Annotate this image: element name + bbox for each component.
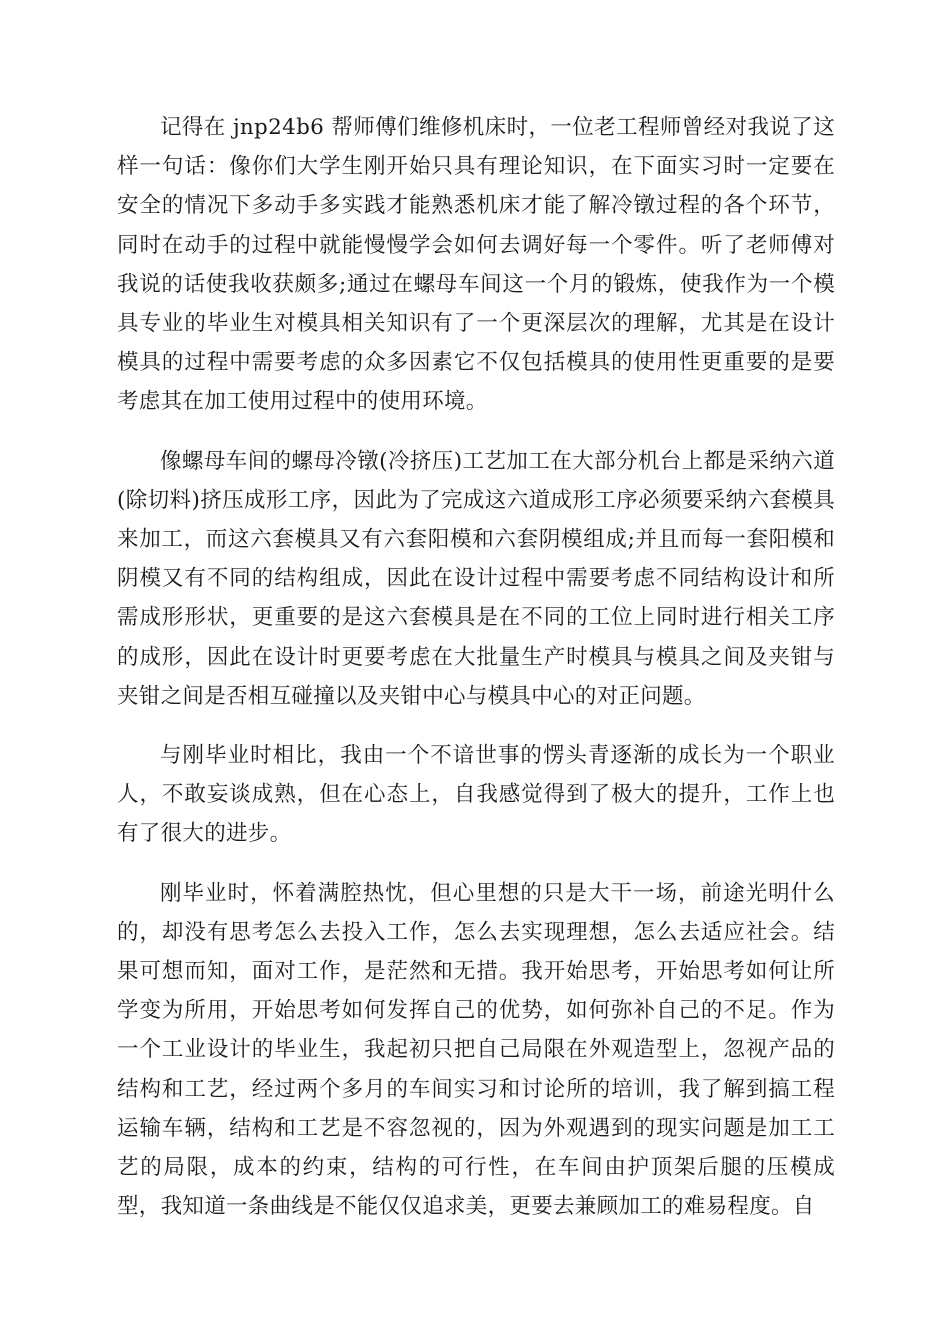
- paragraph-1: 记得在 jnp24b6 帮师傅们维修机床时，一位老工程师曾经对我说了这样一句话：像你们大学生刚开始只具有理论知识，在下面实习时一定要在安全的情况下多动手多实践才能熟悉机床才能了解冷镦过程的各个环节，同时在动手的过程中就能慢慢学会如何去调好每一个零件。听了老师傅对我说的话使我收获颇多;通过在螺母车间这一个月的锻炼，使我作为一个模具专业的毕业生对模具相关知识有了一个更深层次的理解，尤其是在设计模具的过程中需要考虑的众多因素它不仅包括模具的使用性更重要的是要考虑其在加工使用过程中的使用环境。: [117, 115, 835, 415]
- paragraph-2: 像螺母车间的螺母冷镦(冷挤压)工艺加工在大部分机台上都是采纳六道(除切料)挤压成形工序，因此为了完成这六道成形工序必须要采纳六套模具来加工，而这六套模具又有六套阳模和六套阴模组成;并且而每一套阳模和阴模又有不同的结构组成，因此在设计过程中需要考虑不同结构设计和所需成形形状，更重要的是这六套模具是在不同的工位上同时进行相关工序的成形，因此在设计时更要考虑在大批量生产时模具与模具之间及夹钳与夹钳之间是否相互碰撞以及夹钳中心与模具中心的对正问题。: [117, 448, 835, 709]
- paragraph-4: 刚毕业时，怀着满腔热忱，但心里想的只是大干一场，前途光明什么的，却没有思考怎么去投入工作，怎么去实现理想，怎么去适应社会。结果可想而知，面对工作，是茫然和无措。我开始思考，开始思考如何让所学变为所用，开始思考如何发挥自己的优势，如何弥补自己的不足。作为一个工业设计的毕业生，我起初只把自己局限在外观造型上，忽视产品的结构和工艺，经过两个多月的车间实习和讨论所的培训，我了解到搞工程运输车辆，结构和工艺是不容忽视的，因为外观遇到的现实问题是加工工艺的局限，成本的约束，结构的可行性，在车间由护顶架后腿的压模成型，我知道一条曲线是不能仅仅追求美，更要去兼顾加工的难易程度。自: [117, 880, 835, 1220]
- paragraph-3: 与刚毕业时相比，我由一个不谙世事的愣头青逐渐的成长为一个职业人，不敢妄谈成熟，但在心态上，自我感觉得到了极大的提升，工作上也有了很大的进步。: [117, 743, 835, 847]
- document-body: [117, 108, 835, 1246]
